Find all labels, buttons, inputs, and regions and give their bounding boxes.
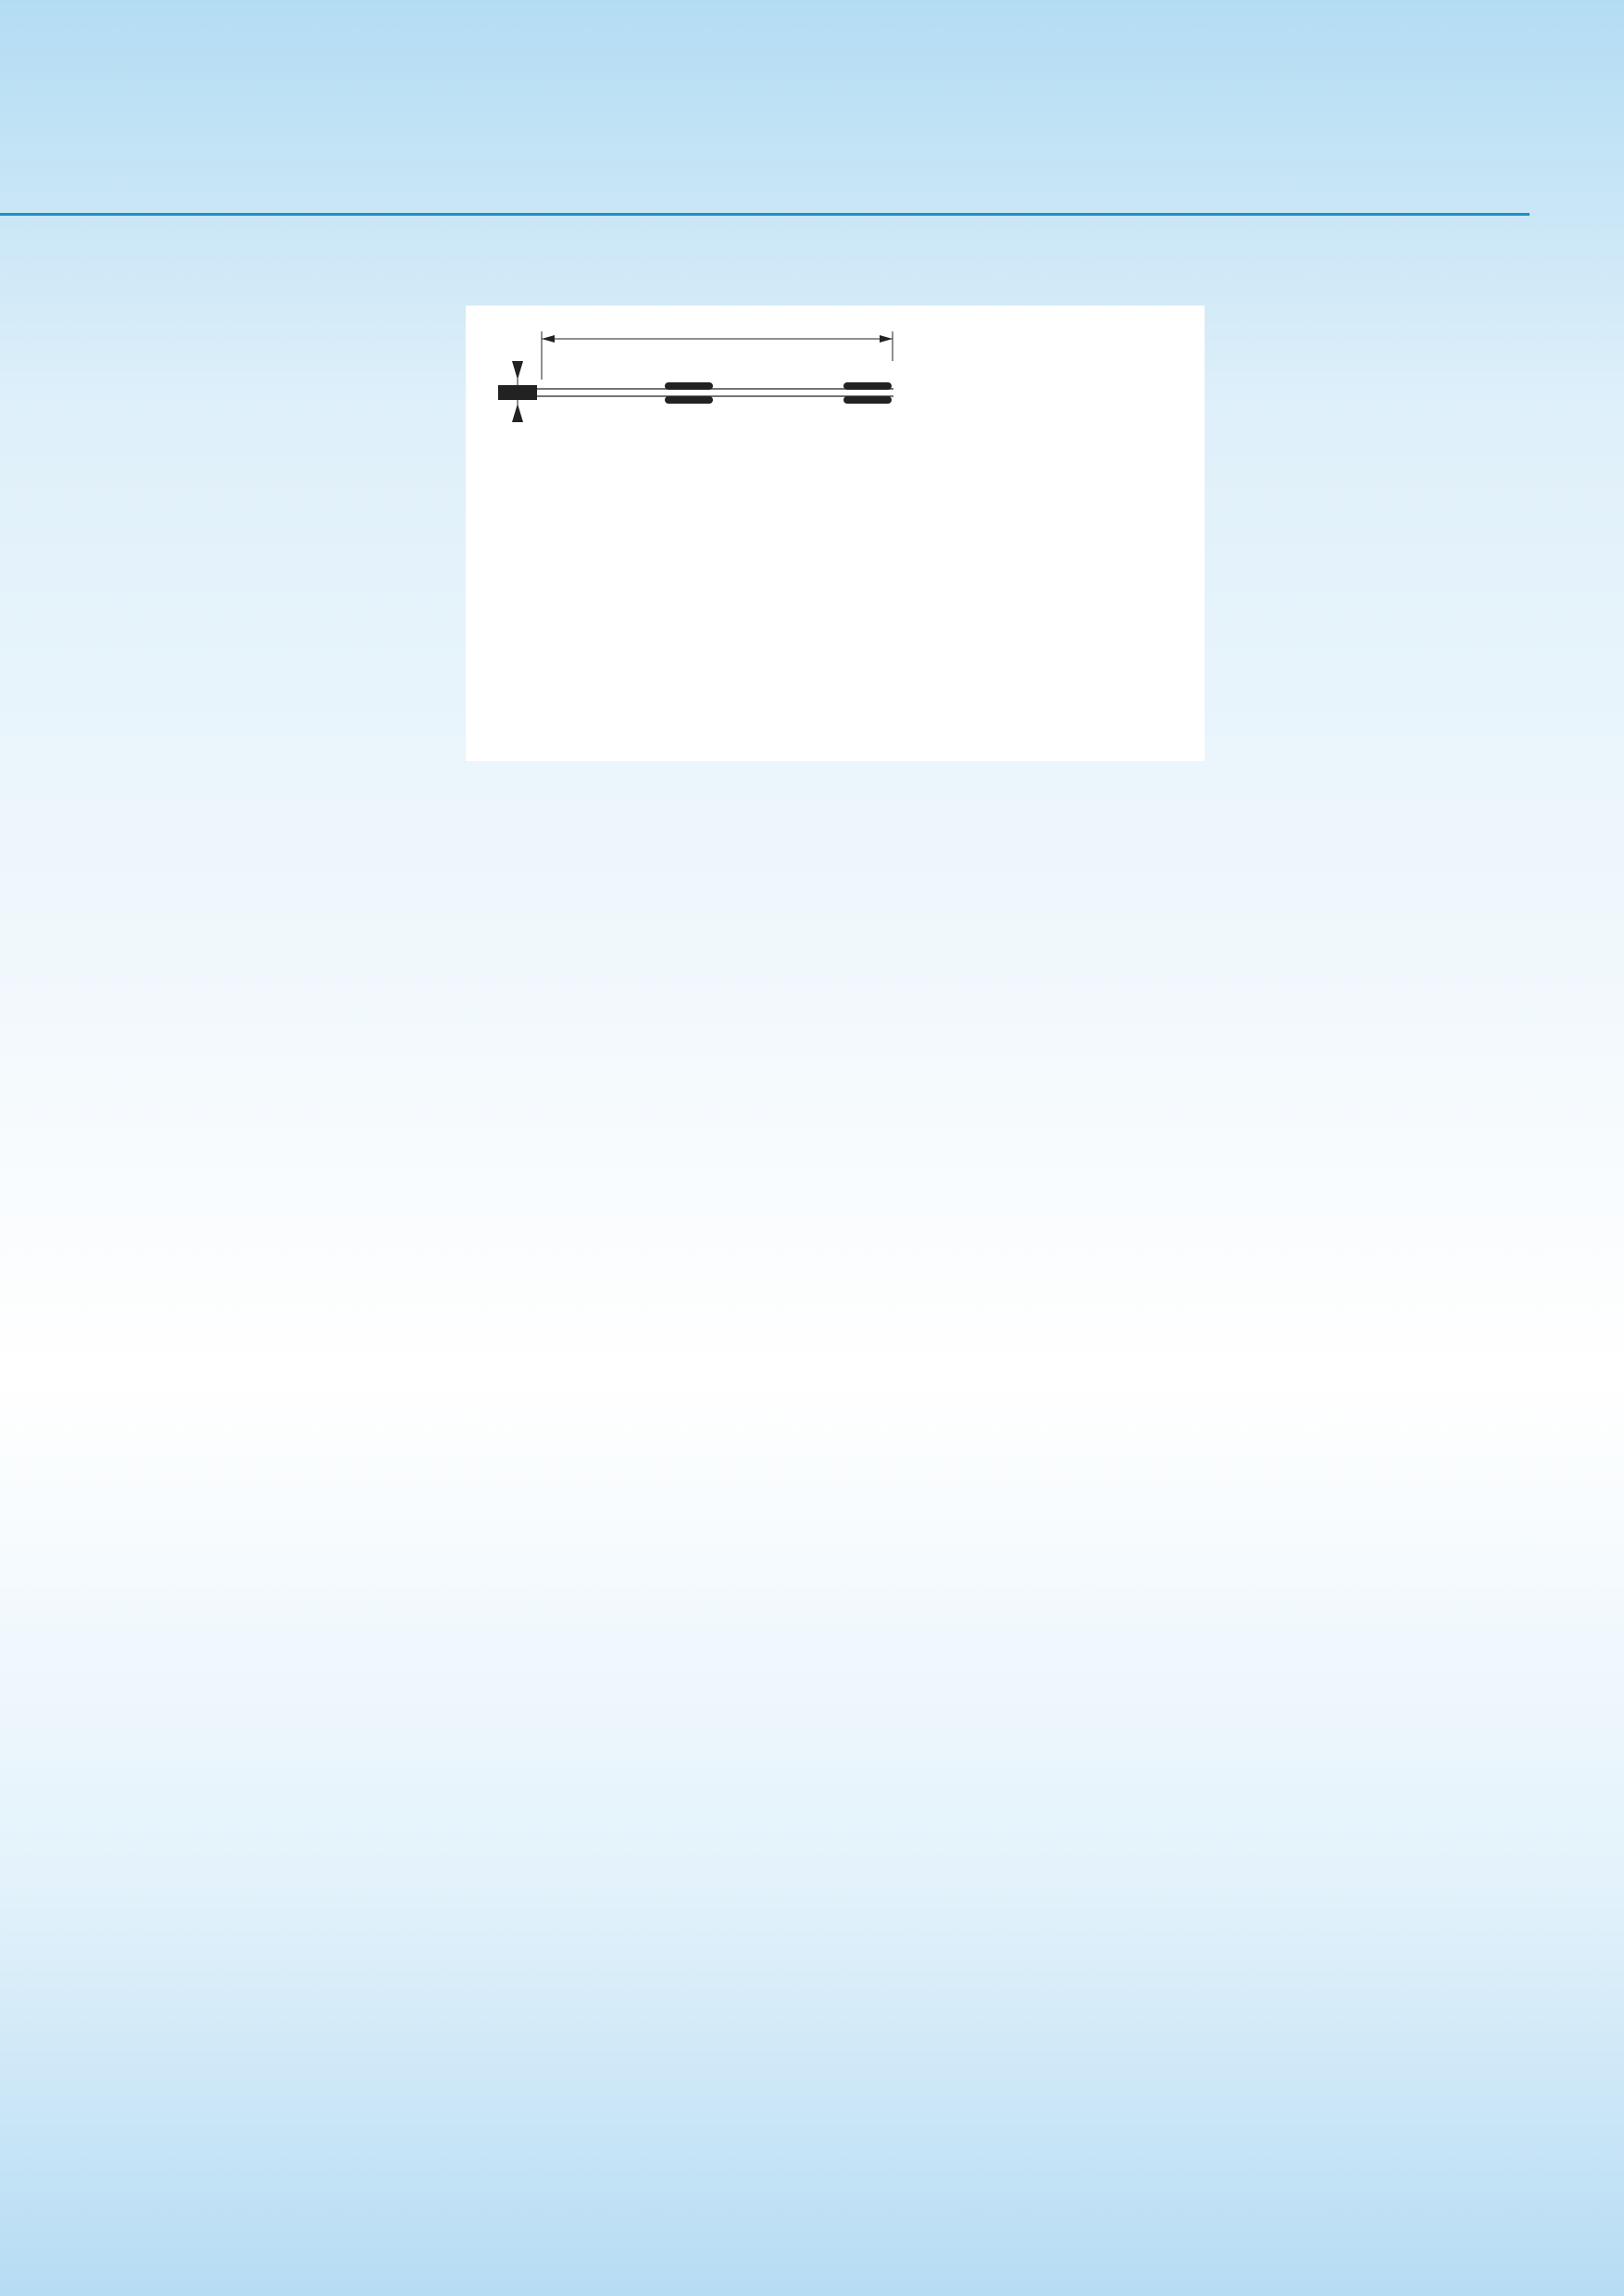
floating-support-1: [665, 382, 713, 390]
figure-3-temperature-test-setup: [466, 306, 1205, 761]
floating-support-2: [843, 382, 892, 390]
header-rule: [0, 213, 1530, 216]
dimension-3000: [542, 331, 893, 380]
